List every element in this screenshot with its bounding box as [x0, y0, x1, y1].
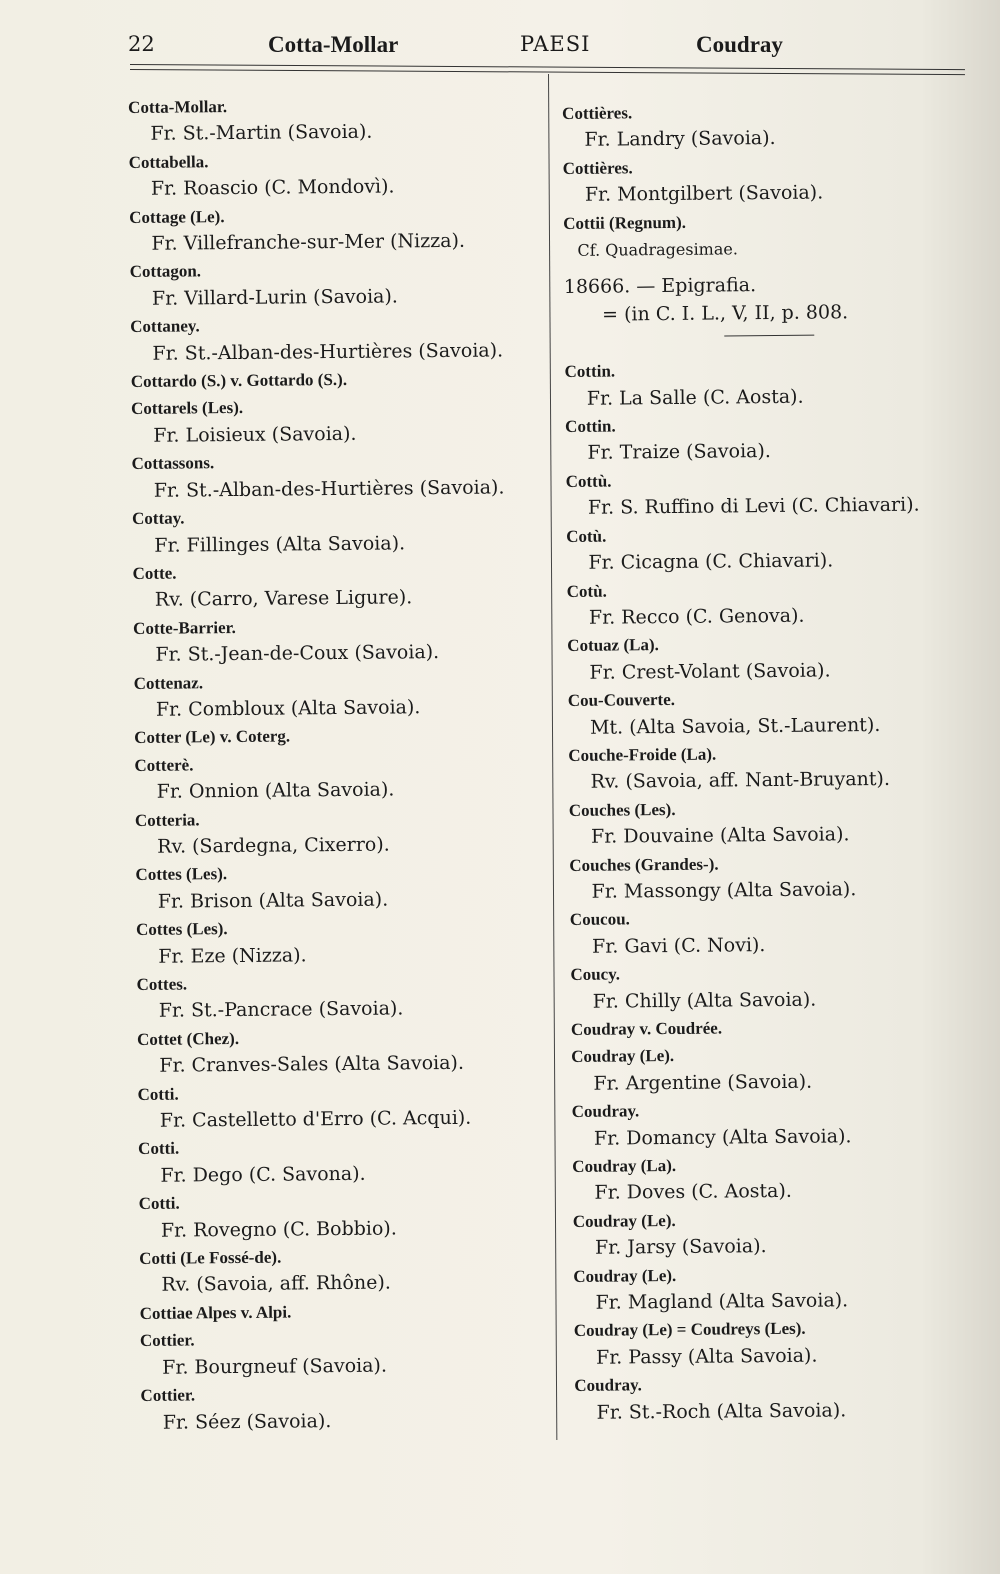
dictionary-entry: [139, 1241, 550, 1300]
dictionary-entry: [134, 666, 545, 725]
entry-headword: Coudray (Le).: [572, 1210, 676, 1231]
entry-headword: Cotterè.: [134, 755, 194, 775]
entry-headword: Cottes (Les).: [135, 864, 228, 885]
entry-location: Fr. Roascio (C. Mondovì).: [150, 175, 395, 201]
dictionary-entry: [567, 628, 963, 687]
entry-location: Fr. Domancy (Alta Savoia).: [593, 1124, 852, 1150]
entry-headword: Coudray v. Coudrée.: [570, 1018, 723, 1039]
entry-location: Fr. Passy (Alta Savoia).: [595, 1344, 818, 1369]
entry-headword: Cotte.: [132, 563, 177, 583]
dictionary-entry: [571, 1040, 967, 1099]
entry-headword: Couches (Grandes-).: [569, 854, 719, 875]
entry-location: Fr. Eze (Nizza).: [158, 943, 307, 968]
entry-location: Fr. Landry (Savoia).: [584, 127, 776, 152]
entry-location: Fr. St.-Pancrace (Savoia).: [158, 997, 404, 1023]
entry-headword: Cottagon.: [129, 261, 202, 282]
dictionary-entry: [136, 912, 547, 971]
dictionary-entry: [129, 200, 540, 259]
entry-headword: Coudray (Le).: [573, 1265, 677, 1286]
epigrafia-reference: = (in C. I. L., V, II, p. 808.: [601, 301, 849, 326]
entry-headword: Cottassons.: [131, 453, 215, 474]
left-column: [128, 90, 551, 1437]
entry-location: Fr. La Salle (C. Aosta).: [586, 385, 804, 410]
entry-headword: Coudray (La).: [572, 1155, 677, 1176]
entry-location: Fr. Dego (C. Savona).: [160, 1162, 366, 1187]
dictionary-entry: [135, 857, 546, 916]
dictionary-entry: [572, 1149, 968, 1208]
entry-location: Fr. Massongy (Alta Savoia).: [591, 878, 857, 903]
entry-headword: Cottay.: [131, 508, 185, 529]
dictionary-entry: [138, 1131, 549, 1190]
entry-headword: Cottier.: [139, 1330, 195, 1351]
dictionary-entry: [563, 206, 958, 237]
entry-location: Rv. (Savoia, aff. Nant-Bruyant).: [590, 768, 891, 794]
entry-location: Fr. Argentine (Savoia).: [593, 1070, 813, 1095]
dictionary-entry: [563, 151, 959, 210]
entry-location: Rv. (Sardegna, Cixerro).: [157, 833, 390, 858]
column-divider: [548, 74, 557, 1440]
entry-headword: Cou-Couverte.: [567, 690, 676, 711]
entry-headword: Cottardo (S.) v. Gottardo (S.).: [130, 369, 348, 392]
dictionary-entry: [562, 96, 958, 155]
entry-headword: Cottet (Chez).: [136, 1028, 240, 1049]
entry-location: Fr. Doves (C. Aosta).: [594, 1180, 792, 1205]
dictionary-entry: [139, 1186, 550, 1245]
dictionary-entry: [573, 1259, 969, 1318]
entry-headword: Cottières.: [562, 158, 633, 178]
entry-location: Fr. Villefranche-sur-Mer (Nizza).: [151, 229, 466, 255]
page-number: 22: [128, 32, 155, 56]
entry-location: Fr. St.-Martin (Savoia).: [150, 121, 373, 146]
entry-headword: Cottes.: [136, 974, 188, 994]
entry-headword: Cottii (Regnum).: [563, 212, 687, 233]
dictionary-entry: [566, 519, 962, 578]
dictionary-entry: [128, 90, 539, 149]
entry-headword: Cottes (Les).: [135, 919, 228, 940]
entry-location: Fr. Douvaine (Alta Savoia).: [590, 823, 850, 848]
entry-location: Fr. Chilly (Alta Savoia).: [592, 988, 817, 1013]
entry-headword: Cotteria.: [134, 809, 200, 830]
entry-headword: Cotti.: [137, 1084, 179, 1104]
dictionary-entry: [135, 803, 546, 862]
dictionary-entry: [130, 309, 541, 368]
dictionary-entry: [131, 446, 542, 505]
right-column: [562, 96, 970, 1427]
cf-line: [563, 233, 958, 264]
entry-headword: Cotte-Barrier.: [133, 617, 236, 638]
dictionary-entry: [573, 1204, 969, 1263]
dictionary-entry: [131, 392, 542, 451]
dictionary-entry: [132, 501, 543, 560]
entry-headword: Cottabella.: [128, 152, 209, 172]
entry-headword: Coucy.: [570, 964, 621, 985]
entry-location: Fr. St.-Alban-des-Hurtières (Savoia).: [153, 476, 505, 502]
entry-location: Fr. Combloux (Alta Savoia).: [155, 696, 421, 721]
header-center-word: PAESI: [520, 32, 591, 56]
entry-headword: Cotti (Le Fossé-de).: [139, 1247, 282, 1269]
entry-headword: Cotter (Le) v. Coterg.: [134, 726, 291, 748]
entry-headword: Couches (Les).: [568, 799, 676, 820]
entry-headword: Cotù.: [566, 581, 607, 601]
entry-location: Fr. Traize (Savoia).: [587, 440, 771, 465]
entry-location: Mt. (Alta Savoia, St.-Laurent).: [589, 713, 881, 739]
entry-headword: Coudray (Le).: [571, 1046, 675, 1067]
entry-headword: Cotti.: [138, 1138, 180, 1159]
entry-location: Fr. Bourgneuf (Savoia).: [162, 1354, 388, 1379]
entry-location: Fr. Jarsy (Savoia).: [594, 1235, 767, 1259]
dictionary-entry: [133, 611, 544, 670]
entry-headword: Cotta-Mollar.: [128, 97, 228, 117]
dictionary-entry: [137, 1022, 548, 1081]
page-header: [128, 32, 828, 66]
entry-headword: Cotù.: [566, 526, 607, 546]
dictionary-entry: [570, 903, 966, 962]
entry-location: Fr. Crest-Volant (Savoia).: [589, 659, 831, 684]
entry-headword: Cottù.: [565, 471, 612, 491]
entry-location: Fr. S. Ruffino di Levi (C. Chiavari).: [587, 493, 920, 520]
dictionary-entry: [140, 1323, 551, 1382]
entry-location: Fr. Castelletto d'Erro (C. Acqui).: [159, 1106, 472, 1132]
dictionary-entry: [140, 1296, 550, 1327]
entry-location: Fr. St.-Jean-de-Coux (Savoia).: [155, 641, 440, 666]
dictionary-entry: [566, 464, 962, 523]
dictionary-entry: [570, 957, 966, 1016]
entry-headword: Cottenaz.: [133, 672, 204, 693]
entry-location: Fr. Fillinges (Alta Savoia).: [154, 531, 406, 557]
entry-location: Fr. Brison (Alta Savoia).: [157, 888, 389, 913]
dictionary-entry: [567, 574, 963, 633]
header-left-word: Cotta-Mollar: [268, 32, 399, 57]
entry-headword: Coudray.: [574, 1375, 642, 1396]
entry-location: Fr. Villard-Lurin (Savoia).: [151, 285, 399, 310]
dictionary-entry: [569, 848, 965, 907]
dictionary-entry: [565, 409, 961, 468]
dictionary-entry: [134, 748, 545, 807]
entry-location: Fr. Onnion (Alta Savoia).: [156, 778, 395, 803]
entry-headword: Cottaney.: [130, 316, 200, 337]
entry-headword: Coudray.: [571, 1101, 640, 1122]
entry-headword: Coucou.: [569, 909, 630, 930]
dictionary-entry: [136, 967, 547, 1026]
entry-location: Fr. Rovegno (C. Bobbio).: [160, 1217, 397, 1242]
entry-headword: Cottières.: [562, 103, 633, 123]
entry-location: Fr. Montgilbert (Savoia).: [584, 181, 824, 207]
dictionary-entry: [569, 793, 965, 852]
dictionary-entry: [564, 354, 960, 413]
entry-location: Fr. Cicagna (C. Chiavari).: [588, 549, 834, 574]
epigrafia-line: 18666. — Epigrafia.: [563, 274, 757, 299]
entry-headword: Cottin.: [564, 361, 616, 382]
entry-location: Rv. (Savoia, aff. Rhône).: [161, 1272, 391, 1297]
entry-location: Fr. St.-Alban-des-Hurtières (Savoia).: [152, 339, 504, 365]
dictionary-entry: [134, 720, 544, 751]
header-right-word: Coudray: [696, 32, 783, 57]
entry-headword: Coudray (Le) = Coudreys (Les).: [573, 1319, 806, 1341]
entry-headword: Cottin.: [565, 416, 616, 437]
entry-headword: Couche-Froide (La).: [568, 744, 717, 765]
entry-location: Fr. St.-Roch (Alta Savoia).: [596, 1399, 847, 1424]
dictionary-entry: [130, 254, 541, 313]
dictionary-entry: [137, 1077, 548, 1136]
entry-location: Fr. Recco (C. Genova).: [588, 604, 805, 629]
dictionary-entry: [129, 145, 540, 204]
section-separator: [724, 335, 814, 337]
entry-headword: Cotti.: [138, 1193, 180, 1214]
dictionary-entry: [131, 364, 541, 395]
entry-location: Fr. Gavi (C. Novi).: [592, 933, 766, 958]
entry-headword: Cottarels (Les).: [130, 398, 244, 419]
dictionary-entry: [571, 1012, 966, 1043]
entry-headword: Cottiae Alpes v. Alpi.: [139, 1302, 292, 1323]
entry-location: Fr. Magland (Alta Savoia).: [595, 1289, 849, 1314]
dictionary-entry: [574, 1314, 970, 1373]
cf-text: Cf. Quadragesimae.: [577, 239, 738, 260]
entry-headword: Cottier.: [140, 1385, 196, 1406]
entry-location: Fr. Cranves-Sales (Alta Savoia).: [159, 1052, 465, 1077]
dictionary-entry: [574, 1368, 970, 1427]
dictionary-entry: [572, 1094, 968, 1153]
entry-location: Fr. Loisieux (Savoia).: [153, 422, 357, 447]
dictionary-entry: [132, 556, 543, 615]
entry-location: Fr. Séez (Savoia).: [162, 1409, 332, 1434]
dictionary-entry: [568, 738, 964, 797]
dictionary-entry: [140, 1378, 551, 1437]
entry-headword: Cotuaz (La).: [567, 635, 659, 656]
dictionary-entry: [568, 683, 964, 742]
entry-headword: Cottage (Le).: [129, 206, 225, 227]
entry-location: Rv. (Carro, Varese Ligure).: [154, 586, 413, 612]
